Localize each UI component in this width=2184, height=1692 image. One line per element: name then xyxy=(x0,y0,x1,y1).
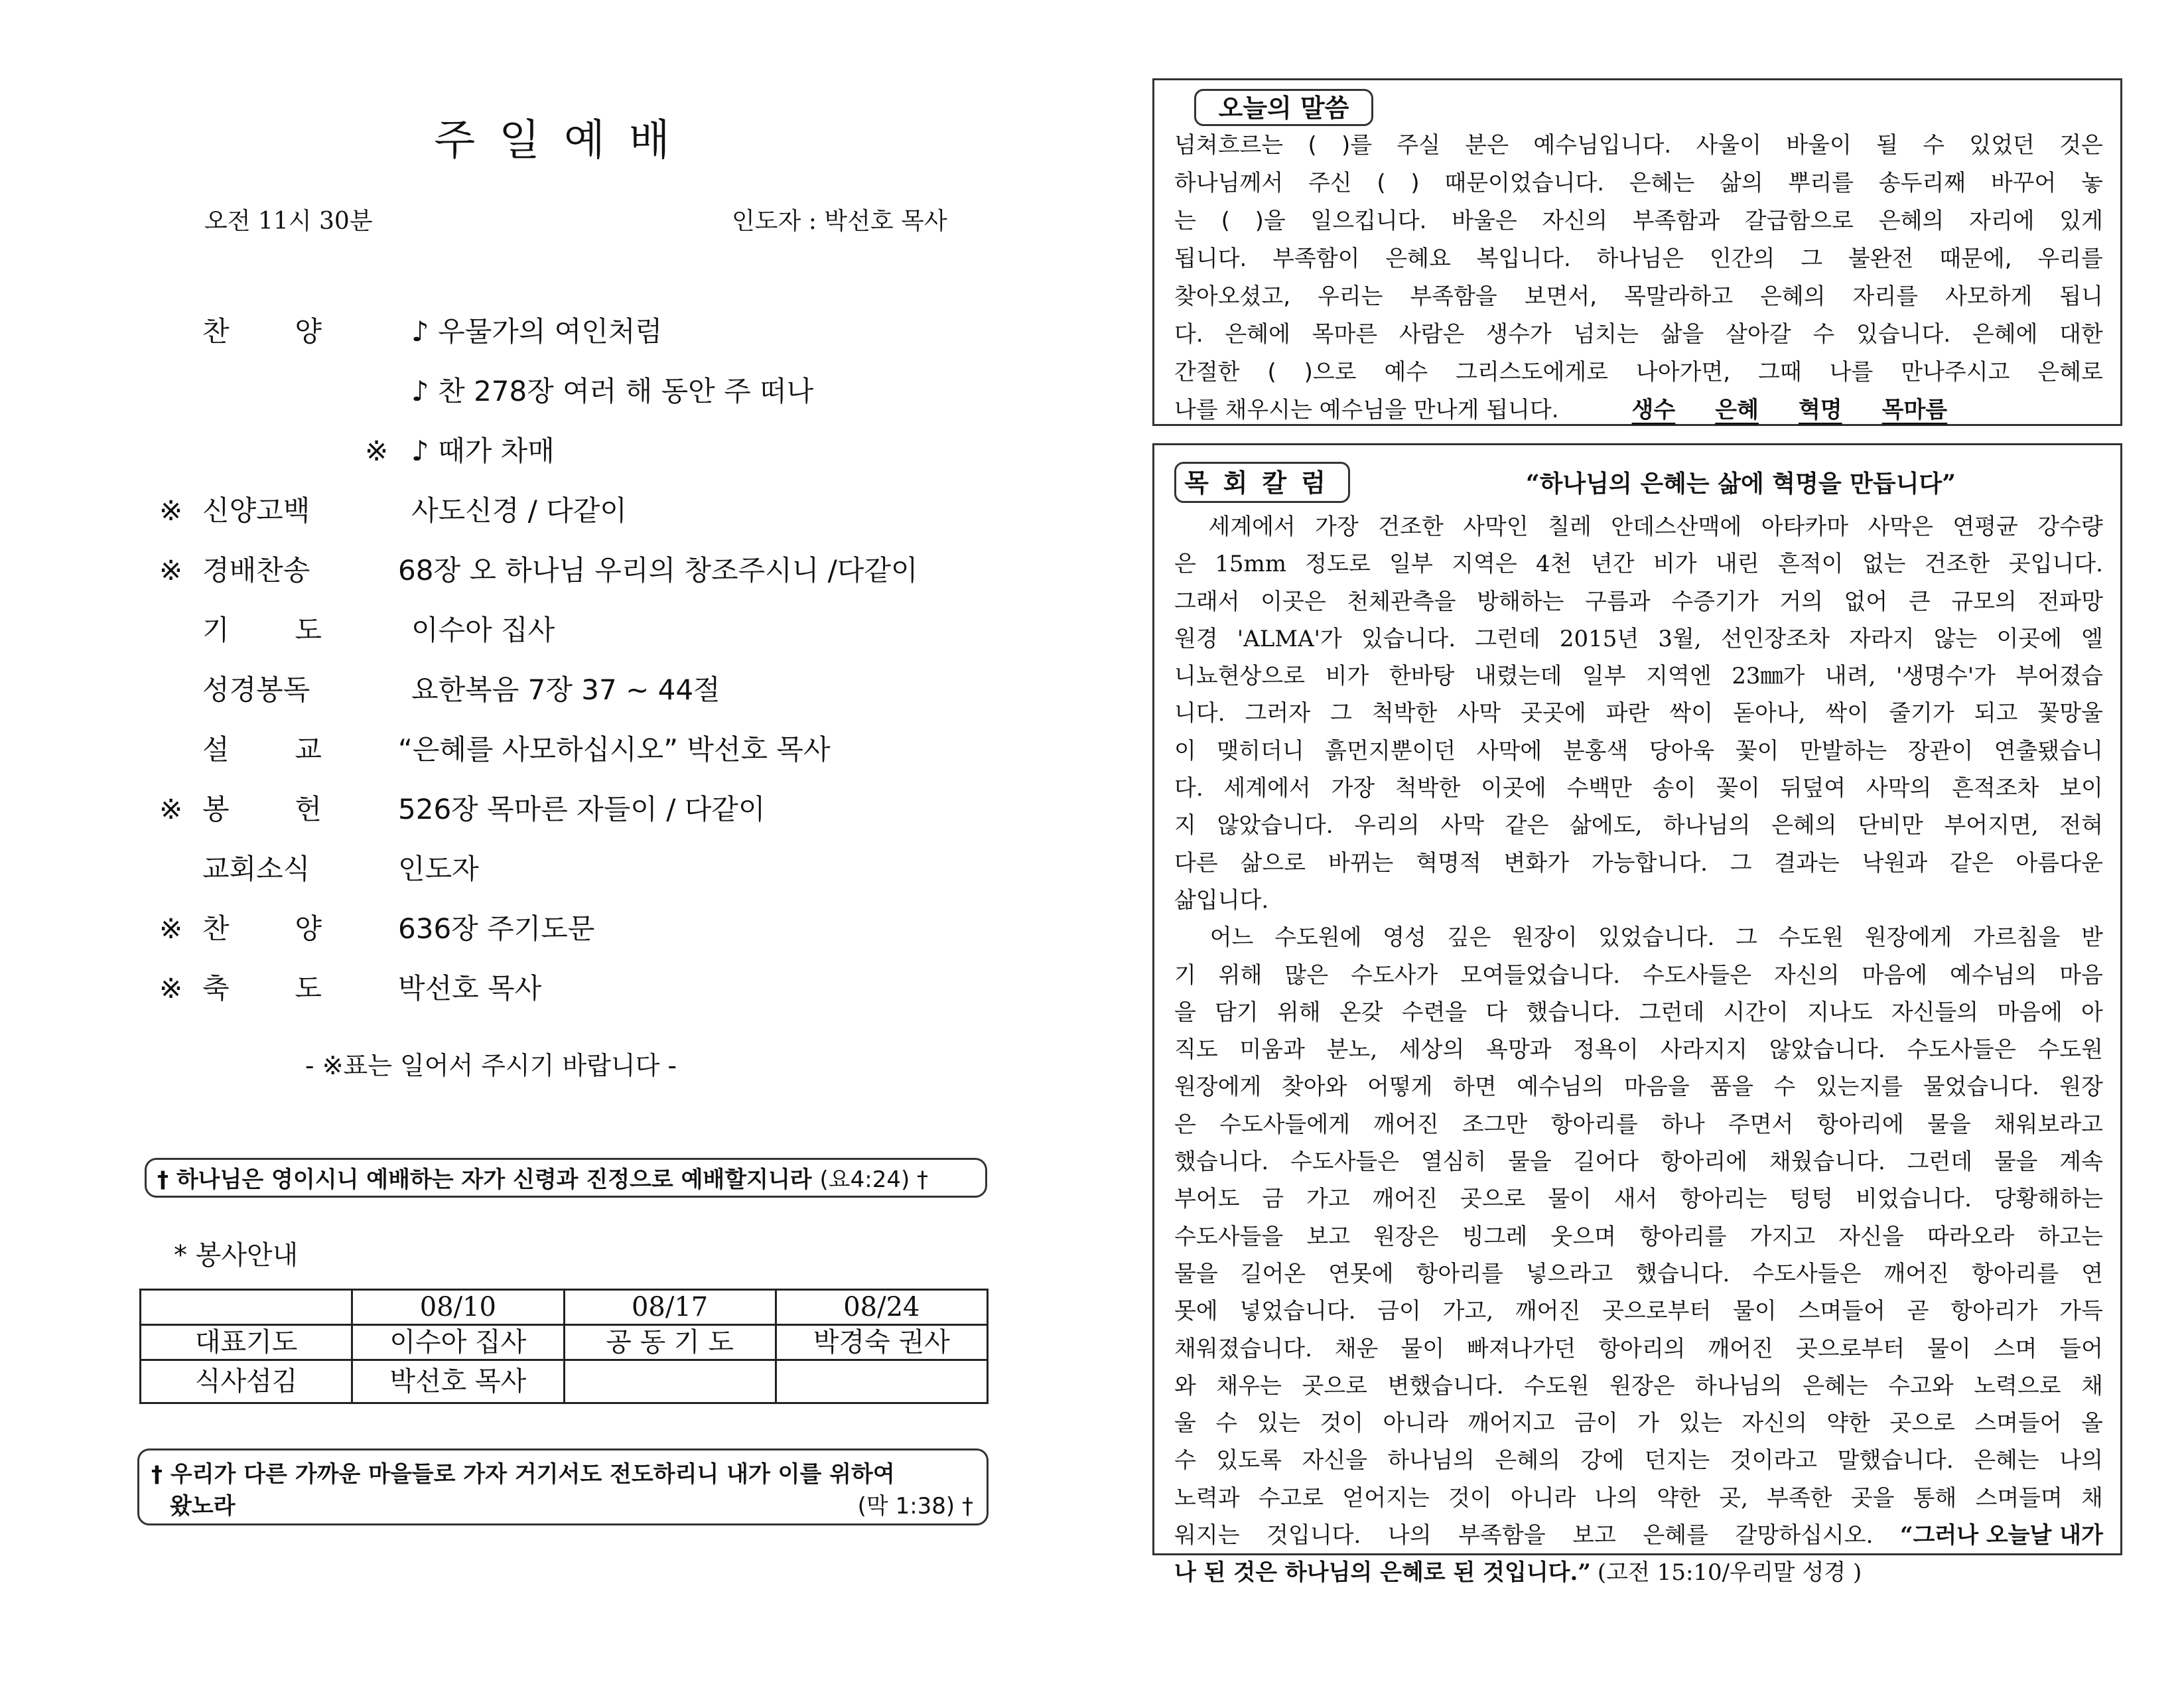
text-line: 넘쳐흐르는 ( )를 주실 분은 예수님입니다. 사울이 바울이 될 수 있었던 것은 xyxy=(1174,132,2103,159)
text-line: 채워졌습니다. 채운 물이 빠져나가던 항아리의 깨어진 곳으로부터 물이 스며 들어 xyxy=(1174,1335,2103,1362)
text-line: 은 15mm 정도로 일부 지역은 4천 년간 비가 내린 흔적이 없는 건조한 곳입니다. xyxy=(1174,551,2103,578)
column-text xyxy=(1174,508,2103,1592)
order-label-part: 설 xyxy=(202,733,230,766)
answer-word: 은혜 xyxy=(1715,397,1759,423)
text-line: 부어도 금 가고 깨어진 곳으로 물이 새서 항아리는 텅텅 비었습니다. 당황해하는 xyxy=(1174,1186,2103,1213)
order-label xyxy=(202,610,322,650)
text-line: 수 있도록 자신을 하나님의 은혜의 강에 던지는 것이라고 말했습니다. 은혜는 나의 xyxy=(1174,1447,2103,1474)
text-line: 지 않았습니다. 우리의 사막 같은 삶에도, 하나님의 은혜의 단비만 부어지면, 전혀 xyxy=(1174,812,2103,839)
text-line: 다. 은혜에 목마른 사람은 생수가 넘치는 삶을 살아갈 수 있습니다. 은혜에 대한 xyxy=(1174,321,2103,348)
text-line: 을 담기 위해 온갖 수련을 다 했습니다. 그런데 시간이 지나도 자신들의 마음에 아 xyxy=(1174,999,2103,1026)
order-label-part: 경배찬송 xyxy=(202,554,310,587)
table-header: 08/10 xyxy=(352,1290,564,1325)
order-label-part: 헌 xyxy=(295,793,322,825)
order-value: 요한복음 7장 37 ~ 44절 xyxy=(411,673,720,706)
answer-word: 혁명 xyxy=(1798,397,1842,423)
stand-mark: ※ xyxy=(159,912,183,945)
text-line: 니뇨현상으로 비가 한바탕 내렸는데 일부 지역엔 23㎜가 내려, '생명수'가 부어졌습 xyxy=(1174,663,2103,690)
table-header xyxy=(141,1290,352,1325)
verse-line-2: 왔노라 xyxy=(170,1493,236,1519)
stand-mark: ※ xyxy=(159,554,183,587)
today-word-text xyxy=(1174,127,2103,429)
order-label xyxy=(202,730,322,770)
verse-ref: (요4:24) † xyxy=(819,1166,929,1193)
order-label xyxy=(202,790,322,829)
text-line: 다. 세계에서 가장 척박한 이곳에 수백만 송이 꽃이 뒤덮여 사막의 흔적조차 보이 xyxy=(1174,775,2103,802)
service-time: 오전 11시 30분 xyxy=(204,208,373,235)
text-line: 물을 길어온 연못에 항아리를 넣으라고 했습니다. 수도사들은 깨어진 항아리를 연 xyxy=(1174,1260,2103,1287)
order-value: ♪ 우물가의 여인처럼 xyxy=(411,315,663,348)
order-value: 박선호 목사 xyxy=(398,972,542,1005)
answer-key xyxy=(1632,391,1948,429)
order-value: 526장 목마른 자들이 / 다같이 xyxy=(398,793,766,825)
text-line: 간절한 ( )으로 예수 그리스도에게로 나아가면, 그때 나를 만나주시고 은혜로 xyxy=(1174,359,2103,386)
text-line: 다른 삶으로 바뀌는 혁명적 변화가 가능합니다. 그 결과는 낙원과 같은 아름다운 xyxy=(1174,849,2103,877)
order-label-part: 교회소식 xyxy=(202,853,310,885)
order-label-part: 기 xyxy=(202,614,230,646)
text-line: 니다. 그러자 그 척박한 사막 곳곳에 파란 싹이 돋아나, 싹이 줄기가 되고 꽃망울 xyxy=(1174,700,2103,727)
order-label-part: 신양고백 xyxy=(202,494,310,527)
answer-word: 목마름 xyxy=(1881,397,1948,423)
stand-mark: ※ xyxy=(159,972,183,1005)
service-leader: 인도자 : 박선호 목사 xyxy=(732,208,947,235)
table-row xyxy=(141,1325,988,1360)
table-cell: 이수아 집사 xyxy=(352,1325,564,1360)
order-label xyxy=(202,312,322,352)
stand-mark: ※ xyxy=(365,435,389,467)
verse-line-1: † 우리가 다른 가까운 마을들로 가자 거기서도 전도하리니 내가 이를 위하여 xyxy=(151,1461,895,1488)
text-line: 했습니다. 수도사들은 열심히 물을 길어다 항아리에 채웠습니다. 그런데 물을 계속 xyxy=(1174,1149,2103,1176)
table-cell: 박선호 목사 xyxy=(352,1360,564,1403)
stand-mark: ※ xyxy=(159,494,183,527)
text-line xyxy=(1174,391,2103,429)
bible-citation: (고전 15:10/우리말 성경 ) xyxy=(1597,1559,1862,1586)
table-cell: 박경숙 권사 xyxy=(776,1325,987,1360)
text-line: 은 수도사들에게 깨어진 조그만 항아리를 하나 주면서 항아리에 물을 채워보라고 xyxy=(1174,1111,2103,1138)
order-label xyxy=(202,670,322,710)
order-value: 68장 오 하나님 우리의 창조주시니 /다같이 xyxy=(398,554,918,587)
pastoral-column-tag: 목회칼럼 xyxy=(1174,462,1350,503)
table-row xyxy=(141,1360,988,1403)
page-title: 주일예배 xyxy=(434,116,694,165)
text-line: 수도사들을 보고 원장은 빙그레 웃으며 항아리를 가지고 자신을 따라오라 하고는 xyxy=(1174,1223,2103,1250)
order-value: 이수아 집사 xyxy=(411,614,555,646)
order-label-part: 찬 xyxy=(202,315,230,348)
order-label-part: 교 xyxy=(295,733,322,766)
text-line: 어느 수도원에 영성 깊은 원장이 있었습니다. 그 수도원 원장에게 가르침을 받 xyxy=(1209,924,2103,952)
table-cell: 대표기도 xyxy=(141,1325,352,1360)
order-value: ♪ 찬 278장 여러 해 동안 주 떠나 xyxy=(411,375,814,407)
text-line: 세계에서 가장 건조한 사막인 칠레 안데스산맥에 아타카마 사막은 연평균 강수량 xyxy=(1208,514,2103,540)
order-label-part: 찬 xyxy=(202,912,230,945)
text-line: 찾아오셨고, 우리는 부족함을 보면서, 목말라하고 은혜의 자리를 사모하게 됩니 xyxy=(1174,283,2103,310)
text-line: 삶입니다. xyxy=(1174,886,1269,914)
table-cell: 식사섬김 xyxy=(141,1360,352,1403)
order-value: ♪ 때가 차매 xyxy=(411,435,555,467)
table-cell xyxy=(564,1360,776,1403)
service-table xyxy=(139,1289,989,1404)
text-line xyxy=(1174,1554,2103,1591)
order-label xyxy=(202,551,322,591)
order-label-part: 도 xyxy=(295,972,322,1005)
verse-ref: (막 1:38) † xyxy=(857,1493,973,1519)
table-header: 08/17 xyxy=(564,1290,776,1325)
text-line: 직도 미움과 분노, 세상의 욕망과 정욕이 사라지지 않았습니다. 수도사들은 수도원 xyxy=(1174,1036,2103,1064)
order-label-part: 양 xyxy=(295,912,322,945)
order-value: 인도자 xyxy=(398,853,479,885)
table-header: 08/24 xyxy=(776,1290,987,1325)
text-line: 됩니다. 부족함이 은혜요 복입니다. 하나님은 인간의 그 불완전 때문에, 우리를 xyxy=(1174,246,2103,272)
today-word-box xyxy=(1152,78,2122,426)
text-line: 와 채우는 곳으로 변했습니다. 수도원 원장은 하나님의 은혜는 수고와 노력으로 채 xyxy=(1174,1372,2103,1399)
order-label-part: 성경봉독 xyxy=(202,673,310,706)
answer-word: 생수 xyxy=(1631,397,1676,423)
bible-quote: 나 된 것은 하나님의 은혜로 된 것입니다.” xyxy=(1174,1559,1591,1586)
verse-box-john xyxy=(145,1158,987,1198)
order-label-part: 봉 xyxy=(202,793,230,825)
table-cell: 공 동 기 도 xyxy=(564,1325,776,1360)
order-label xyxy=(202,849,322,889)
order-value: 636장 주기도문 xyxy=(398,912,595,945)
text-line: 는 ( )을 일으킵니다. 바울은 자신의 부족함과 갈급함으로 은혜의 자리에 있게 xyxy=(1174,208,2103,234)
text-line: 울 수 있는 것이 아니라 깨어지고 금이 가 있는 자신의 약한 곳으로 스며들어 올 xyxy=(1174,1410,2103,1437)
text-line: 원장에게 찾아와 어떻게 하면 예수님의 마음을 품을 수 있는지를 물었습니다. 원장 xyxy=(1174,1074,2103,1101)
order-label xyxy=(202,491,322,531)
text-line-content: 나를 채우시는 예수님을 만나게 됩니다. xyxy=(1174,397,1559,423)
order-value: 사도신경 / 다같이 xyxy=(411,494,627,527)
table-cell xyxy=(776,1360,987,1403)
standing-notice: - ※표는 일어서 주시기 바랍니다 - xyxy=(305,1051,677,1080)
pastoral-column-box xyxy=(1152,443,2122,1586)
stand-mark: ※ xyxy=(159,793,183,825)
bible-quote: “그러나 오늘날 내가 xyxy=(1900,1522,2103,1549)
order-label xyxy=(202,969,322,1009)
text-line: 노력과 수고로 얻어지는 것이 아니라 나의 약한 곳, 부족한 곳을 통해 스며들며 채 xyxy=(1174,1484,2103,1512)
text-line: 원경 'ALMA'가 있습니다. 그런데 2015년 3월, 선인장조차 자라지 않는 이곳에 엘 xyxy=(1174,625,2103,652)
column-title: “하나님의 은혜는 삶에 혁명을 만듭니다” xyxy=(1526,470,1956,498)
verse-box-mark xyxy=(137,1448,989,1525)
service-guide-title: * 봉사안내 xyxy=(174,1240,299,1271)
text-line: 못에 넣었습니다. 금이 가고, 깨어진 곳으로부터 물이 스며들어 곧 항아리가 가득 xyxy=(1174,1298,2103,1325)
today-word-tag: 오늘의 말씀 xyxy=(1194,89,1373,126)
order-label-part: 도 xyxy=(295,614,322,646)
text-line: 기 위해 많은 수도사가 모여들었습니다. 수도사들은 자신의 마음에 예수님의 마음 xyxy=(1174,961,2103,989)
text-line: 이 맺히더니 흙먼지뿐이던 사막에 분홍색 당아욱 꽃이 만발하는 장관이 연출됐습니 xyxy=(1174,737,2103,764)
order-value: “은혜를 사모하십시오” 박선호 목사 xyxy=(398,733,831,766)
text-line: 하나님께서 주신 ( ) 때문이었습니다. 은혜는 삶의 뿌리를 송두리째 바꾸어 놓 xyxy=(1174,170,2103,196)
text-line: 그래서 이곳은 천체관측을 방해하는 구름과 수증기가 거의 없어 큰 규모의 전파망 xyxy=(1174,588,2103,615)
order-label-part: 양 xyxy=(295,315,322,348)
verse-text: † 하나님은 영이시니 예배하는 자가 신령과 진정으로 예배할지니라 xyxy=(157,1166,812,1193)
order-label xyxy=(202,909,322,949)
order-label-part: 축 xyxy=(202,972,230,1005)
text-line: 워지는 것입니다. 나의 부족함을 보고 은혜를 갈망하십시오. “그러나 오늘날 내가 xyxy=(1174,1517,2103,1554)
